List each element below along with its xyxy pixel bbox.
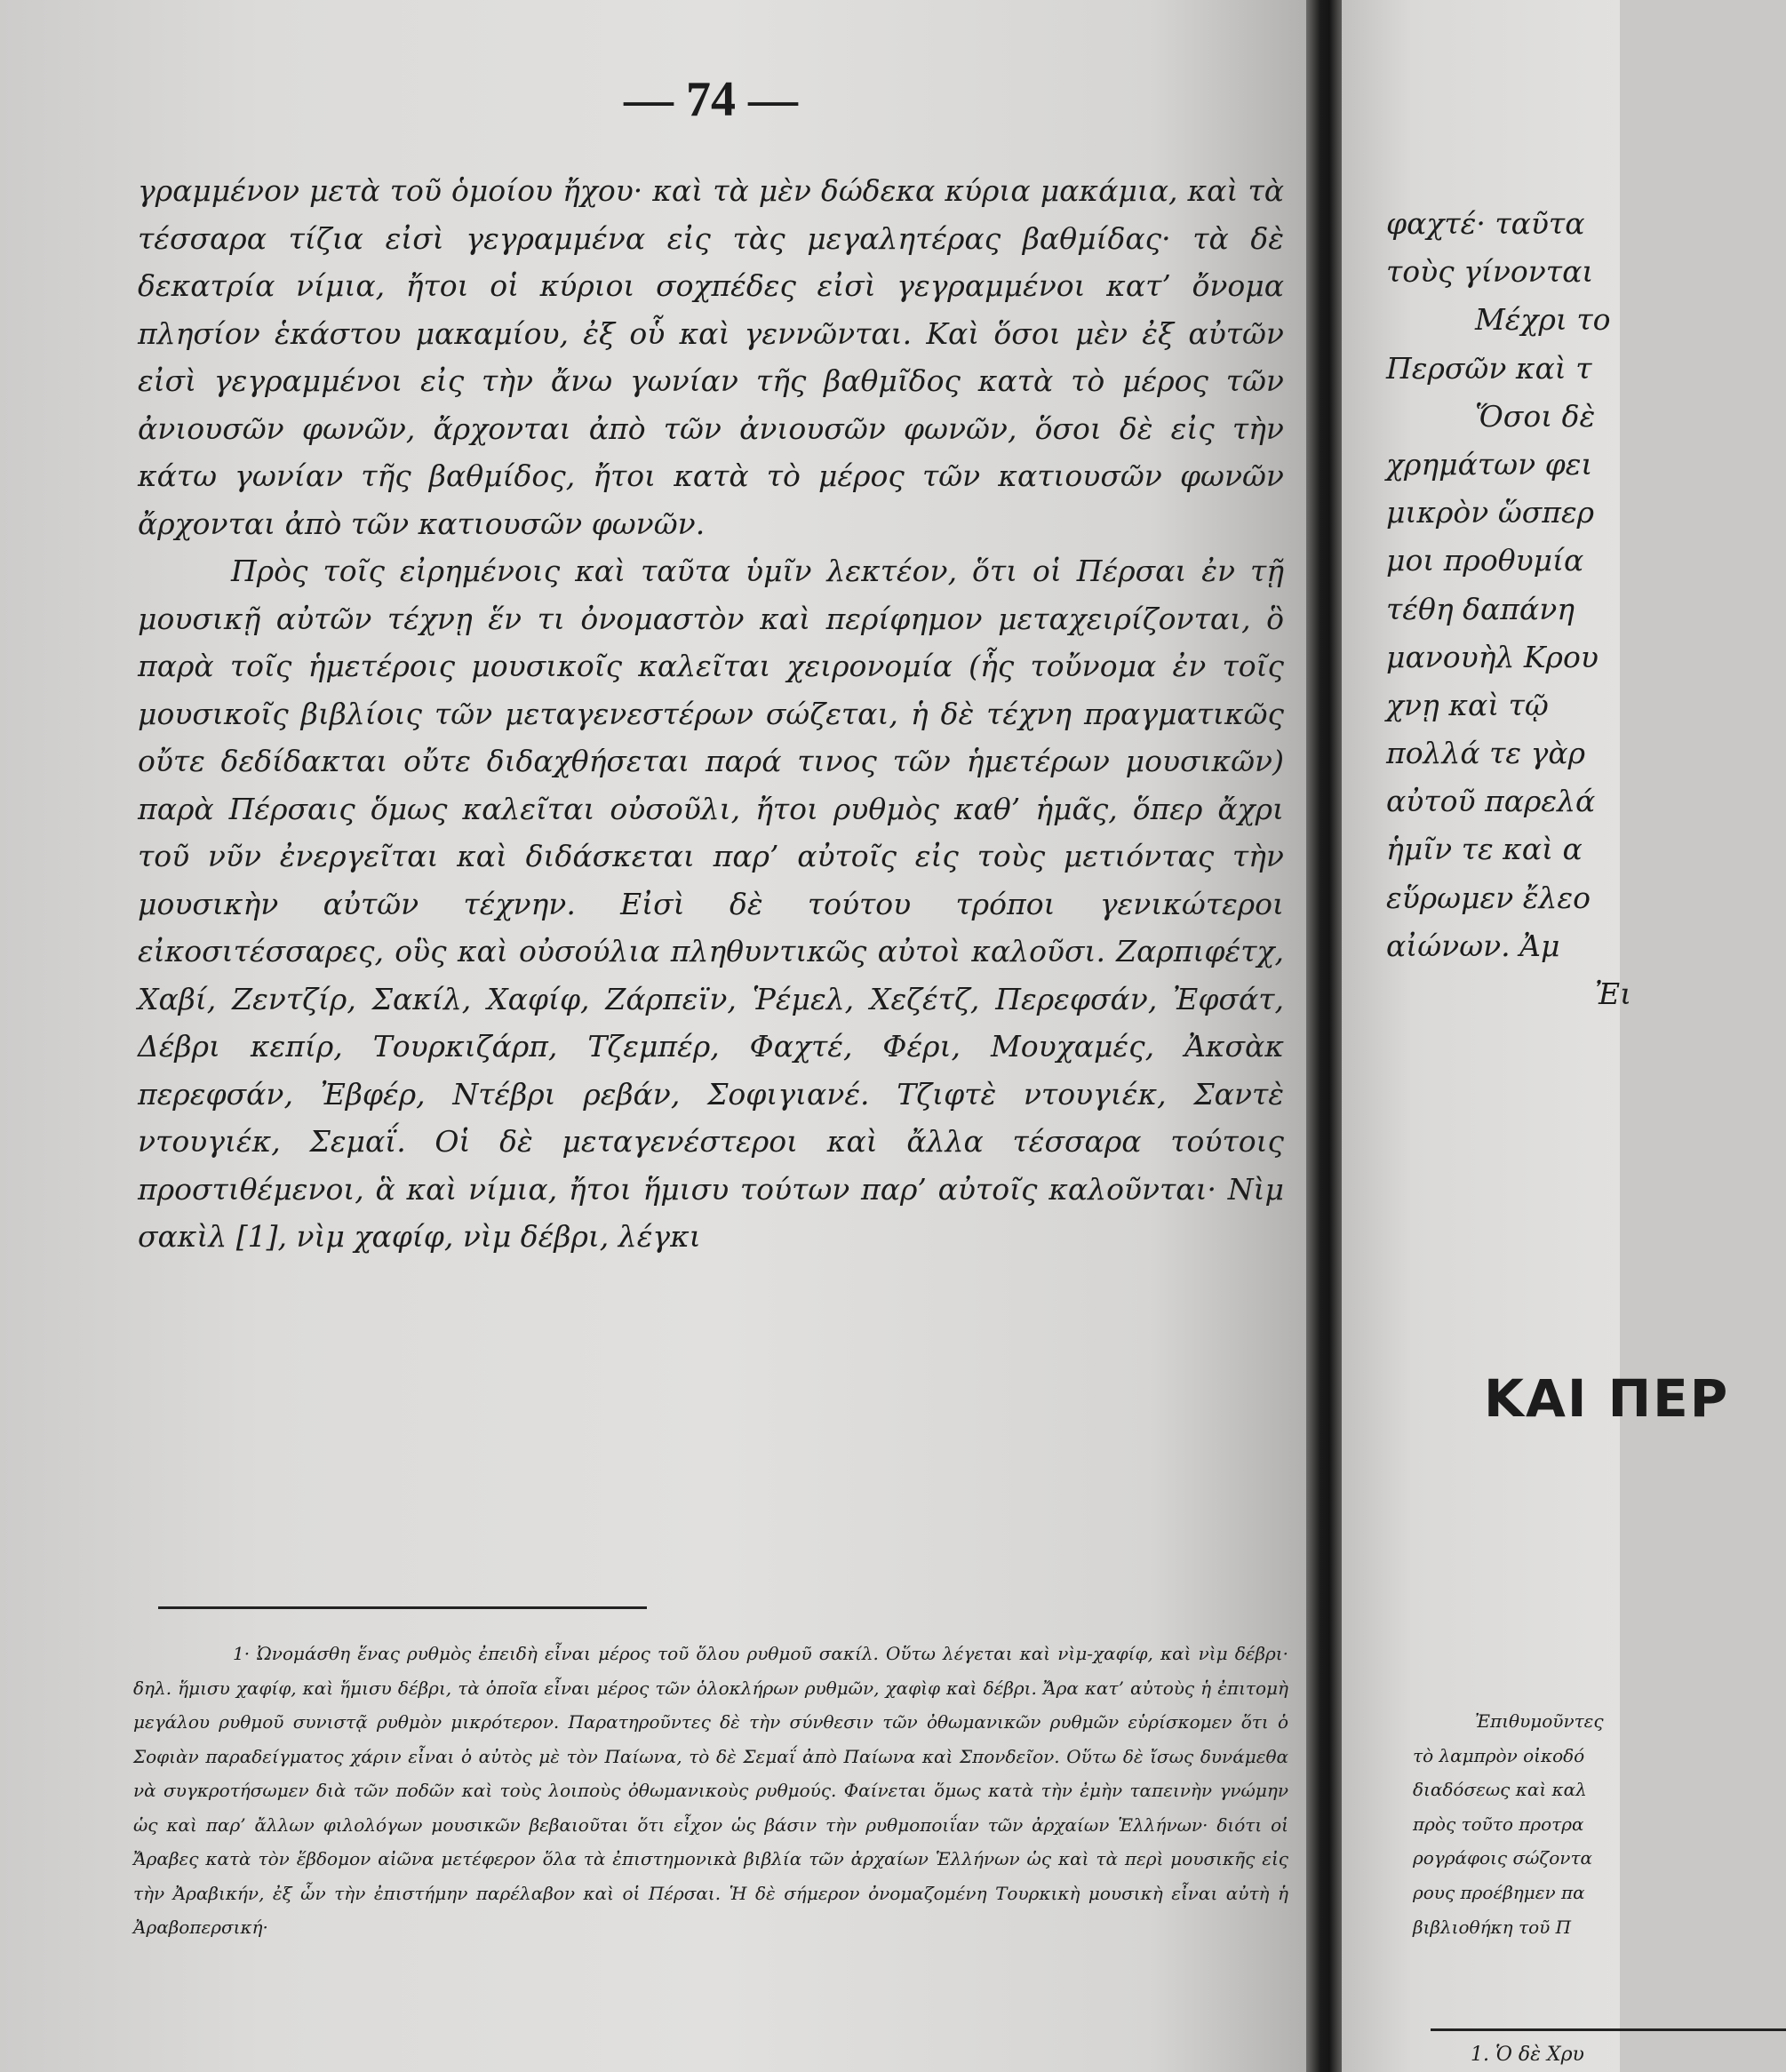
right-line: ἡμῖν τε καὶ α	[1386, 832, 1583, 867]
right-line: πολλά τε γὰρ	[1386, 736, 1586, 771]
book-gutter	[1306, 0, 1342, 2072]
right-line: χρημάτων φει	[1386, 446, 1593, 482]
right-page-text	[1386, 200, 1742, 1018]
right-line: Ὅσοι δὲ	[1475, 398, 1596, 434]
paragraph-2: Πρὸς τοῖς εἰρημένοις καὶ ταῦτα ὑμῖν λεκτέον, ὅτι οἱ Πέρσαι ἐν τῇ μουσικῇ αὐτῶν τέχνῃ ἕν τι ὀνομαστὸν καὶ περίφημον μεταχειρίζονται, ὃ παρὰ τοῖς ἡμετέροις μουσικοῖς καλεῖται χειρονομία (ἧς τοὔνομα ἐν τοῖς μουσικοῖς βιβλίοις τῶν μεταγενεστέρων σώζεται, ἡ δὲ τέχνη πραγματικῶς οὔτε δεδίδακται οὔτε διδαχθήσεται παρά τινος τῶν ἡμετέρων μουσικῶν) παρὰ Πέρσαις ὅμως καλεῖται οὐσοῦλι, ἤτοι ρυθμὸς καθ’ ἡμᾶς, ὅπερ ἄχρι τοῦ νῦν ἐνεργεῖται καὶ διδάσκεται παρ’ αὐτοῖς εἰς τοὺς μετιόντας τὴν μουσικὴν αὐτῶν τέχνην. Εἰσὶ δὲ τούτου τρόποι γενικώτεροι εἰκοσιτέσσαρες, οὓς καὶ οὐσούλια πληθυντικῶς αὐτοὶ καλοῦσι. Ζαρπιφέτχ, Χαβί, Ζεντζίρ, Σακίλ, Χαφίφ, Ζάρπεϊν, Ῥέμελ, Χεζέτζ, Περεφσάν, Ἐφσάτ, Δέβρι κεπίρ, Τουρκιζάρπ, Τζεμπέρ, Φαχτέ, Φέρι, Μουχαμές, Ἀκσὰκ περεφσάν, Ἐβφέρ, Ντέβρι ρεβάν, Σοφιγιανέ. Τζιφτὲ ντουγιέκ, Σαντὲ ντουγιέκ, Σεμαΐ. Οἱ δὲ μεταγενέστεροι καὶ ἄλλα τέσσαρα τούτοις προστιθέμενοι, ἃ καὶ νίμια, ἤτοι ἥμισυ τούτων παρ’ αὐτοῖς καλοῦνται· Νὶμ σακὶλ [1], νὶμ χαφίφ, νὶμ δέβρι, λέγκι	[138, 554, 1284, 1254]
section-heading: ΚΑΙ ΠΕΡ	[1484, 1368, 1730, 1429]
footnote-divider	[158, 1606, 647, 1609]
small-line: διαδόσεως καὶ καλ	[1413, 1779, 1587, 1801]
right-line: φαχτέ· ταῦτα	[1386, 206, 1585, 241]
right-line: αἰώνων. Ἀμ	[1386, 928, 1560, 963]
paragraph-1: γραμμένον μετὰ τοῦ ὁμοίου ἤχου· καὶ τὰ μὲν δώδεκα κύρια μακάμια, καὶ τὰ τέσσαρα τίζια εἰσὶ γεγραμμένα εἰς τὰς μεγαλητέρας βαθμίδας· τὰ δὲ δεκατρία νίμια, ἤτοι οἱ κύριοι σοχπέδες εἰσὶ γεγραμμένοι κατ’ ὄνομα πλησίον ἑκάστου μακαμίου, ἐξ οὗ καὶ γεννῶνται. Καὶ ὅσοι μὲν ἐξ αὐτῶν εἰσὶ γεγραμμένοι εἰς τὴν ἄνω γωνίαν τῆς βαθμῖδος κατὰ τὸ μέρος τῶν ἀνιουσῶν φωνῶν, ἄρχονται ἀπὸ τῶν ἀνιουσῶν φωνῶν, ὅσοι δὲ εἰς τὴν κάτω γωνίαν τῆς βαθμίδος, ἤτοι κατὰ τὸ μέρος τῶν κατιουσῶν φωνῶν ἄρχονται ἀπὸ τῶν κατιουσῶν φωνῶν.	[138, 173, 1284, 541]
right-line: Περσῶν καὶ τ	[1386, 350, 1592, 386]
right-line: τέθη δαπάνη	[1386, 591, 1575, 626]
small-line: ρογράφοις σώζοντα	[1413, 1847, 1593, 1869]
page-number: — 74 —	[624, 72, 798, 127]
right-line: αὐτοῦ παρελά	[1386, 784, 1596, 819]
small-line: τὸ λαμπρὸν οἰκοδό	[1413, 1744, 1585, 1766]
right-page-small-text	[1413, 1704, 1768, 1944]
footnotes	[133, 1637, 1288, 1945]
right-line: εὕρωμεν ἔλεο	[1386, 880, 1591, 915]
footnote-1: 1· Ὠνομάσθη ἕνας ρυθμὸς ἐπειδὴ εἶναι μέρος τοῦ ὅλου ρυθμοῦ σακίλ. Οὕτω λέγεται καὶ νὶμ-χαφίφ, καὶ νὶμ δέβρι· δηλ. ἥμισυ χαφίφ, καὶ ἥμισυ δέβρι, τὰ ὁποῖα εἶναι μέρος τῶν ὁλοκλήρων ρυθμῶν, χαφὶφ καὶ δέβρι. Ἄρα κατ’ αὐτοὺς ἡ ἐπιτομὴ μεγάλου ρυθμοῦ συνιστᾷ ρυθμὸν μικρότερον. Παρατηροῦντες δὲ τὴν σύνθεσιν τῶν ὀθωμανικῶν ρυθμῶν εὑρίσκομεν ὅτι ὁ Σοφιὰν παραδείγματος χάριν εἶναι ὁ αὐτὸς μὲ τὸν Παίωνα, τὸ δὲ Σεμαΐ ἀπὸ Παίωνα καὶ Σπονδεῖον. Οὕτω δὲ ἴσως δυνάμεθα νὰ συγκροτήσωμεν διὰ τῶν ποδῶν καὶ τοὺς λοιποὺς ὀθωμανικοὺς ρυθμούς. Φαίνεται ὅμως κατὰ τὴν ἐμὴν ταπεινὴν γνώμην ὡς καὶ παρ’ ἄλλων φιλολόγων μουσικῶν βεβαιοῦται ὅτι εἶχον ὡς βάσιν τὴν ρυθμοποιΐαν τῶν ἀρχαίων Ἑλλήνων· διότι οἱ Ἄραβες κατὰ τὸν ἕβδομον αἰῶνα μετέφερον ὅλα τὰ ἐπιστημονικὰ βιβλία τῶν ἀρχαίων Ἑλλήνων ὡς καὶ τὰ περὶ μουσικῆς εἰς τὴν Ἀραβικήν, ἐξ ὧν τὴν ἐπιστήμην παρέλαβον καὶ οἱ Πέρσαι. Ἡ δὲ σήμερον ὀνομαζομένη Τουρκικὴ μουσικὴ εἶναι αὐτὴ ἡ Ἀραβοπερσική·	[133, 1643, 1288, 1938]
small-line: πρὸς τοῦτο προτρα	[1413, 1813, 1584, 1835]
right-line: μανουὴλ Κρου	[1386, 639, 1599, 674]
right-footnote-divider	[1431, 2028, 1786, 2031]
right-footnote-start: 1. Ὁ δὲ Χρυ	[1471, 2044, 1584, 2066]
right-line: μικρὸν ὥσπερ	[1386, 495, 1595, 530]
right-line: μοι προθυμία	[1386, 543, 1584, 578]
right-page	[1342, 0, 1730, 2072]
small-line: Ἐπιθυμοῦντες	[1475, 1710, 1604, 1732]
main-text	[138, 167, 1284, 1261]
small-line: βιβλιοθήκη τοῦ Π	[1413, 1916, 1572, 1938]
right-line: Ἐι	[1595, 976, 1632, 1011]
small-line: ρους προέβημεν πα	[1413, 1881, 1585, 1903]
right-line: Μέχρι το	[1475, 302, 1611, 338]
right-line: τοὺς γίνονται	[1386, 254, 1594, 290]
right-line: χνῃ καὶ τῷ	[1386, 687, 1549, 722]
